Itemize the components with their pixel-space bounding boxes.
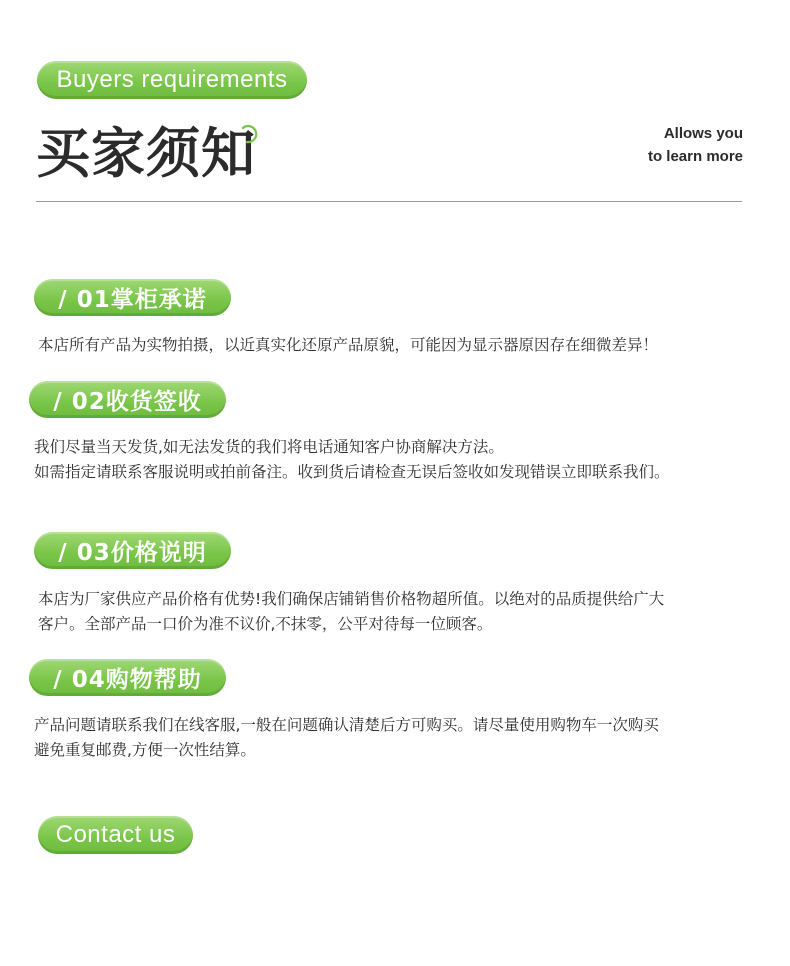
section-01-line-1: 本店所有产品为实物拍摄，以近真实化还原产品原貌，可能因为显示器原因存在细微差异！ bbox=[38, 336, 659, 354]
tagline bbox=[648, 122, 743, 168]
buyers-requirements-badge: Buyers requirements bbox=[37, 61, 307, 99]
section-03-line-1: 本店为厂家供应产品价格有优势!我们确保店铺销售价格物超所值。以绝对的品质提供给广大 bbox=[38, 590, 665, 608]
tagline-line-2: to learn more bbox=[647, 148, 743, 165]
section-02-line-2: 如需指定请联系客服说明或拍前备注。收到货后请检查无误后签收如发现错误立即联系我们。 bbox=[34, 463, 670, 481]
page-title: 买家须知 bbox=[36, 122, 256, 185]
section-04-line-2: 避免重复邮费,方便一次性结算。 bbox=[34, 741, 256, 759]
section-02-line-1: 我们尽量当天发货,如无法发货的我们将电话通知客户协商解决方法。 bbox=[34, 438, 504, 456]
section-03-text bbox=[38, 587, 664, 637]
section-04-line-1: 产品问题请联系我们在线客服,一般在问题确认清楚后方可购买。请尽量使用购物车一次购买 bbox=[34, 716, 659, 734]
section-01-text bbox=[38, 333, 658, 358]
section-03-heading: / 03价格说明 bbox=[34, 532, 231, 569]
contact-us-badge: Contact us bbox=[38, 816, 193, 854]
section-04-heading: / 04购物帮助 bbox=[29, 659, 226, 696]
section-03-line-2: 客户。全部产品一口价为准不议价,不抹零，公平对待每一位顾客。 bbox=[38, 615, 493, 633]
section-02-heading: / 02收货签收 bbox=[29, 381, 226, 418]
swirl-accent-icon bbox=[239, 123, 261, 145]
tagline-line-1: Allows you bbox=[663, 125, 743, 142]
header-divider bbox=[36, 201, 742, 202]
section-02-text bbox=[34, 435, 670, 485]
section-04-text bbox=[34, 713, 659, 763]
section-01-heading: / 01掌柜承诺 bbox=[34, 279, 231, 316]
